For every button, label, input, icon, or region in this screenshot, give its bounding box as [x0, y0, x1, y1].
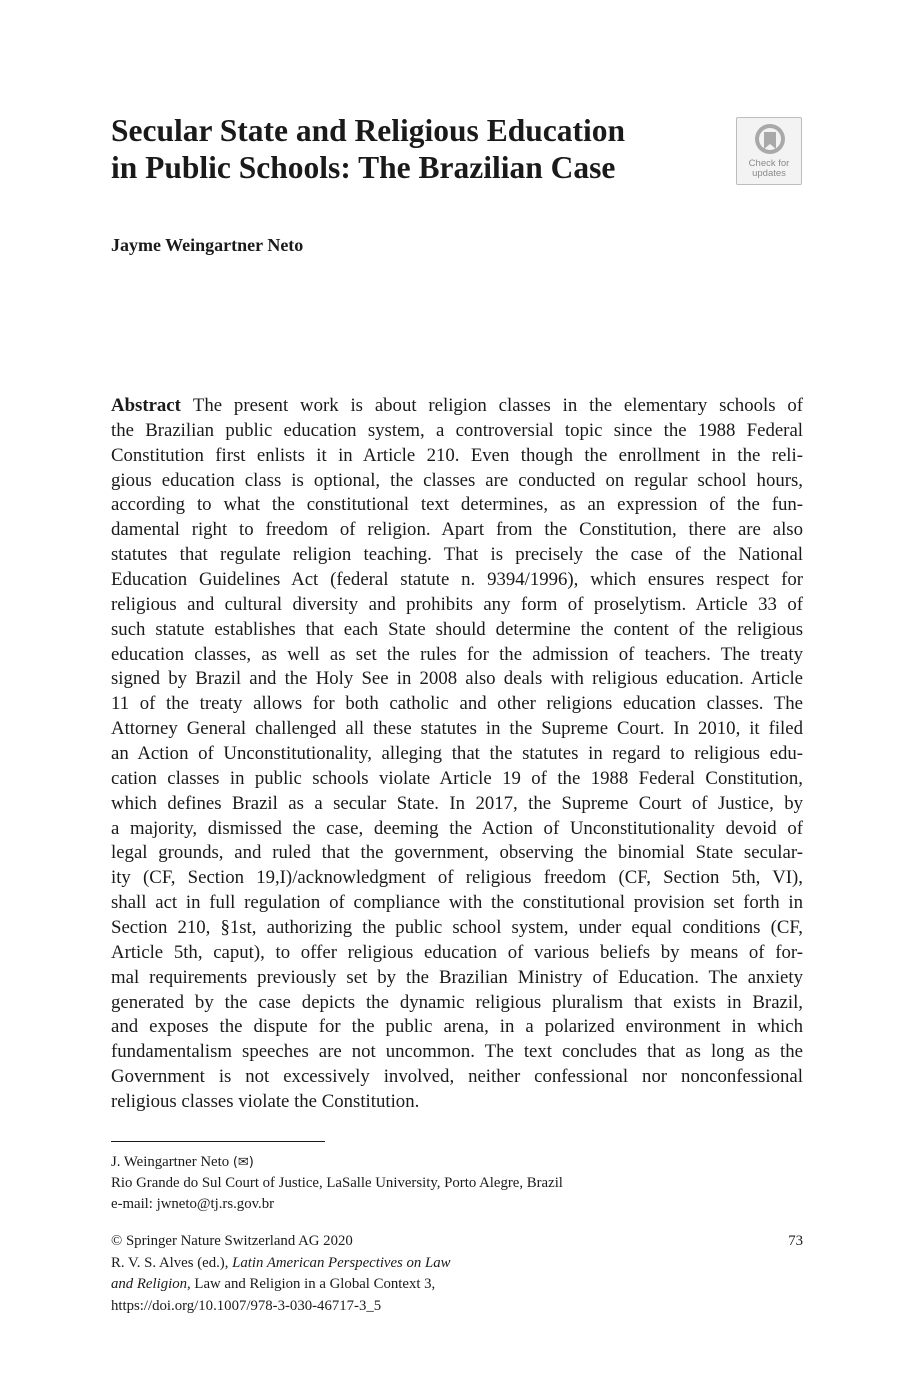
- abstract-line-text: the Brazilian public education system, a controversial topic since the 1988 Federal: [111, 419, 803, 441]
- chapter-title-line-2: in Public Schools: The Brazilian Case: [111, 150, 616, 185]
- abstract-line-text: religious and cultural diversity and prohibits any form of proselytism. Article 33 of: [111, 593, 803, 615]
- abstract-line-text: religious classes violate the Constitution.: [111, 1091, 420, 1113]
- citation-editor: R. V. S. Alves (ed.),: [111, 1254, 233, 1271]
- abstract-line: [111, 841, 803, 866]
- check-for-updates-badge[interactable]: [736, 117, 802, 185]
- abstract-line: [111, 991, 803, 1016]
- abstract-line: [111, 618, 803, 643]
- abstract-line: [111, 419, 803, 444]
- abstract-line: [111, 767, 803, 792]
- chapter-title-line-1: Secular State and Religious Education: [111, 113, 625, 148]
- abstract-line: [111, 1065, 803, 1090]
- page-number: 73: [788, 1233, 803, 1249]
- abstract-line: [111, 568, 803, 593]
- publisher-info: [111, 1231, 803, 1317]
- abstract-line: [111, 866, 803, 891]
- abstract-line-text: signed by Brazil and the Holy See in 2008 also deals with religious education. Article: [111, 668, 803, 690]
- abstract-line: [111, 469, 803, 494]
- abstract-line-text: a majority, dismissed the case, deeming the Action of Unconstitutionality devoid of: [111, 817, 803, 839]
- abstract-line: [111, 891, 803, 916]
- abstract-line-text: according to what the constitutional text determines, as an expression of the fun-: [111, 494, 803, 516]
- footnote-rule: [111, 1141, 325, 1142]
- book-title-part-2: and Religion: [111, 1276, 188, 1292]
- abstract-line: [111, 817, 803, 842]
- abstract-line: [111, 1015, 803, 1040]
- abstract-line-text: legal grounds, and ruled that the government, observing the binomial State secular-: [111, 842, 803, 864]
- abstract-line-text: gious education class is optional, the classes are conducted on regular school hours,: [111, 469, 803, 491]
- abstract-line-text: mal requirements previously set by the Brazilian Ministry of Education. The anxiety: [111, 966, 803, 988]
- abstract-line-text: 11 of the treaty allows for both catholic and other religions education classes. The: [111, 693, 803, 715]
- abstract-line: [111, 667, 803, 692]
- abstract-line-text: and exposes the dispute for the public arena, in a polarized environment in which: [111, 1016, 803, 1038]
- citation-line-1: [111, 1253, 803, 1275]
- abstract-line: [111, 1040, 803, 1065]
- author-name: Jayme Weingartner Neto: [111, 235, 304, 255]
- footnote-affiliation: Rio Grande do Sul Court of Justice, LaSalle University, Porto Alegre, Brazil: [111, 1175, 563, 1191]
- abstract-line-text: Attorney General challenged all these statutes in the Supreme Court. In 2010, it filed: [111, 718, 803, 740]
- abstract-line-text: shall act in full regulation of compliance with the constitutional provision set forth in: [111, 892, 803, 914]
- doi-link[interactable]: https://doi.org/10.1007/978-3-030-46717-3_5: [111, 1297, 382, 1314]
- abstract-line-text: Constitution first enlists it in Article 210. Even though the enrollment in the reli-: [111, 444, 803, 466]
- abstract-line-text: Section 210, §1st, authorizing the public school system, under equal conditions (CF,: [111, 917, 803, 939]
- abstract-line: [111, 916, 803, 941]
- abstract-line: [111, 518, 803, 543]
- abstract-line: [111, 1090, 803, 1115]
- abstract: [111, 394, 803, 1115]
- abstract-line-text: which defines Brazil as a secular State. In 2017, the Supreme Court of Justice, by: [111, 792, 803, 814]
- abstract-line: [111, 792, 803, 817]
- abstract-line-text: The present work is about religion classes in the elementary schools of: [192, 395, 803, 416]
- abstract-line: [111, 692, 803, 717]
- abstract-line-text: damental right to freedom of religion. Apart from the Constitution, there are also: [111, 519, 803, 541]
- abstract-line: [111, 643, 803, 668]
- abstract-line-text: generated by the case depicts the dynamic religious pluralism that exists in Brazil,: [111, 991, 803, 1013]
- book-title-part-1: Latin American Perspectives on Law: [232, 1254, 451, 1271]
- abstract-line-text: ity (CF, Section 19,I)/acknowledgment of religious freedom (CF, Section 5th, VI),: [111, 867, 803, 889]
- series-name: , Law and Religion in a Global Context 3,: [187, 1276, 436, 1292]
- abstract-line-text: statutes that regulate religion teaching. That is precisely the case of the National: [111, 544, 803, 566]
- footnote-author-line: [111, 1152, 803, 1173]
- abstract-line-text: Government is not excessively involved, neither confessional nor nonconfessional: [111, 1066, 803, 1088]
- abstract-line-text: education classes, as well as set the rules for the admission of teachers. The treaty: [111, 643, 803, 665]
- copyright-line: © Springer Nature Switzerland AG 2020: [111, 1233, 353, 1249]
- abstract-line-text: cation classes in public schools violate Article 19 of the 1988 Federal Constitution,: [111, 767, 803, 789]
- chapter-title: [111, 112, 711, 186]
- abstract-line: [111, 493, 803, 518]
- abstract-line: [111, 966, 803, 991]
- abstract-line-text: Article 5th, caput), to offer religious education of various beliefs by means of for-: [111, 941, 803, 963]
- abstract-line: [111, 941, 803, 966]
- abstract-line: [111, 394, 803, 419]
- abstract-line-text: such statute establishes that each State should determine the content of the religious: [111, 618, 803, 640]
- footnote-email[interactable]: e-mail: jwneto@tj.rs.gov.br: [111, 1196, 275, 1212]
- abstract-line-text: Education Guidelines Act (federal statute n. 9394/1996), which ensures respect for: [111, 569, 803, 591]
- citation-line-2: [111, 1274, 803, 1296]
- footnote-author: J. Weingartner Neto: [111, 1154, 230, 1170]
- abstract-line-text: fundamentalism speeches are not uncommon. The text concludes that as long as the: [111, 1041, 803, 1063]
- check-for-updates-label: Check for updates: [748, 158, 790, 179]
- author-footnote: [111, 1152, 803, 1215]
- abstract-line-text: an Action of Unconstitutionality, alleging that the statutes in regard to religious edu-: [111, 743, 803, 765]
- abstract-line: [111, 717, 803, 742]
- abstract-label: Abstract: [111, 395, 181, 416]
- envelope-icon: (✉): [232, 1155, 254, 1170]
- abstract-line: [111, 593, 803, 618]
- abstract-line: [111, 543, 803, 568]
- abstract-line: [111, 742, 803, 767]
- check-for-updates-icon: [754, 123, 786, 157]
- abstract-line: [111, 444, 803, 469]
